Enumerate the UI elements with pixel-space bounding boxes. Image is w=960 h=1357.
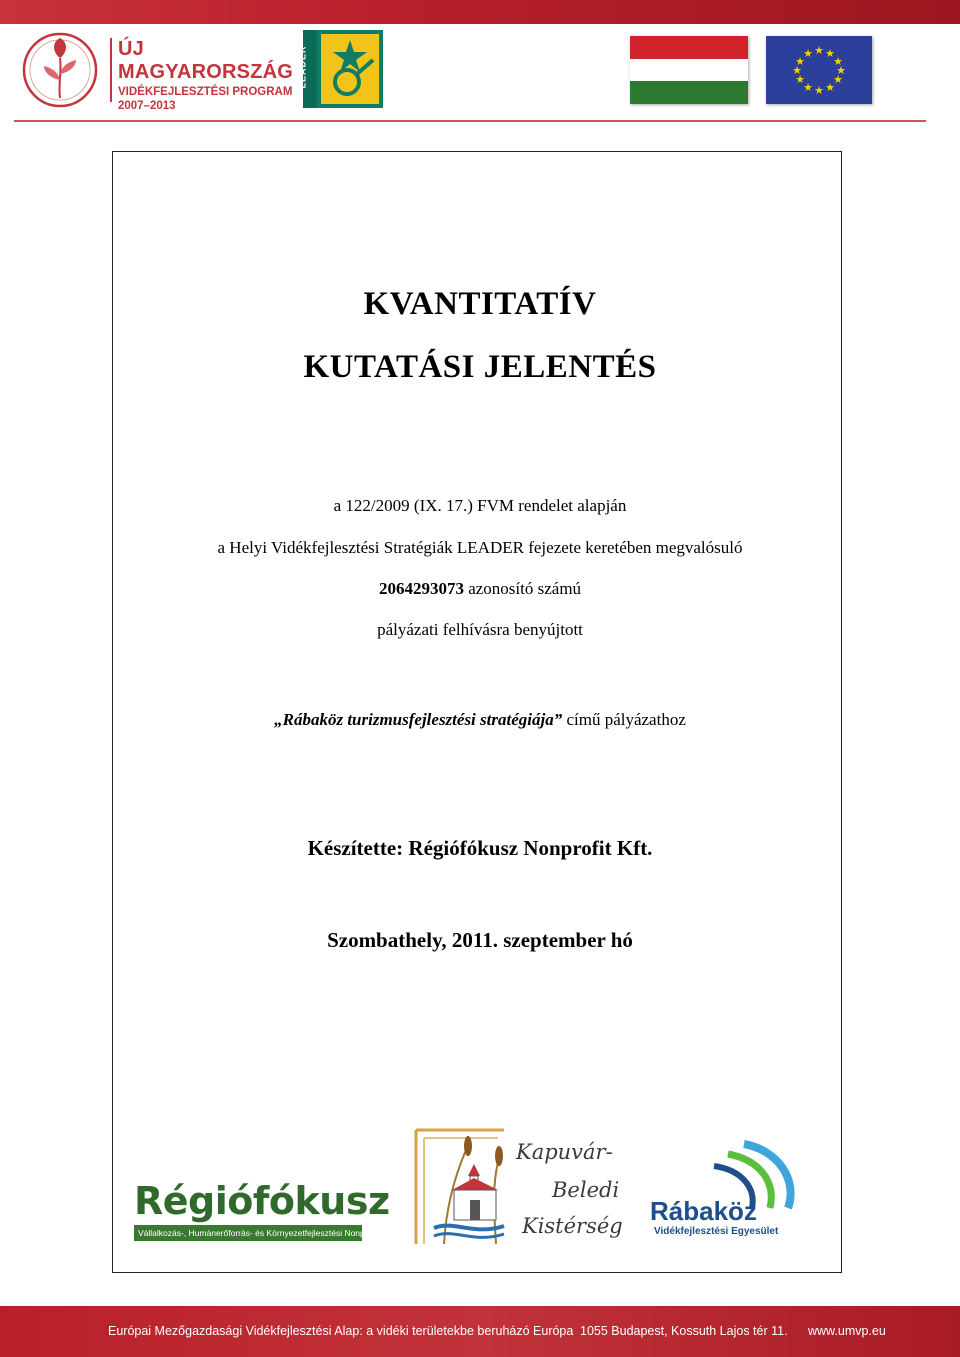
kapuvar-line-2: Beledi bbox=[552, 1178, 620, 1202]
eu-stars-icon bbox=[766, 36, 872, 104]
svg-text:★: ★ bbox=[803, 47, 813, 60]
svg-text:★: ★ bbox=[814, 84, 824, 97]
kapuvar-line-3: Kistérség bbox=[522, 1214, 623, 1238]
uj-magyarorszag-logo bbox=[18, 28, 294, 112]
id-number: 2064293073 bbox=[378, 579, 464, 598]
leader-emblem-icon bbox=[317, 30, 383, 108]
logo-divider bbox=[110, 38, 112, 102]
prepared-by: Készítette: Régiófókusz Nonprofit Kft. bbox=[307, 836, 653, 860]
svg-text:★: ★ bbox=[833, 55, 843, 68]
id-suffix: azonosító számú bbox=[463, 579, 582, 598]
footer-fund: Európai Mezőgazdasági Vidékfejlesztési Alap: a vidéki területekbe beruházó Európa bbox=[108, 1324, 574, 1338]
project-suffix: című pályázathoz bbox=[562, 710, 686, 729]
svg-text:★: ★ bbox=[836, 64, 846, 77]
svg-text:★: ★ bbox=[803, 81, 813, 94]
title-line-2: KUTATÁSI JELENTÉS bbox=[303, 349, 657, 385]
regiofokusz-logo bbox=[134, 1177, 395, 1249]
footer-bar bbox=[0, 1306, 960, 1357]
program-years: 2007–2013 bbox=[118, 100, 176, 112]
leader-logo bbox=[297, 30, 383, 108]
kapuvar-beledi-logo bbox=[414, 1128, 624, 1246]
footer-web: www.umvp.eu bbox=[808, 1324, 886, 1338]
program-wordmark bbox=[118, 38, 293, 112]
flag-stripe-red bbox=[630, 36, 748, 59]
svg-text:★: ★ bbox=[795, 55, 805, 68]
church-reed-icon bbox=[414, 1128, 514, 1246]
rabakoz-logo bbox=[648, 1140, 798, 1250]
regiofokusz-tagline: Vállalkozás-, Humánerőforrás- és Környezetfejlesztési Nonprofit Kft. bbox=[134, 1225, 362, 1241]
regiofokusz-name: Régiófókusz bbox=[134, 1179, 390, 1223]
footer-address: 1055 Budapest, Kossuth Lajos tér 11. bbox=[580, 1324, 788, 1338]
strategy-line: a Helyi Vidékfejlesztési Stratégiák LEADER fejezete keretében megvalósuló bbox=[217, 538, 743, 557]
hungarian-flag-icon bbox=[630, 36, 748, 104]
header-divider bbox=[14, 120, 926, 122]
top-color-bar bbox=[0, 0, 960, 24]
flag-stripe-white bbox=[630, 59, 748, 82]
svg-text:★: ★ bbox=[825, 47, 835, 60]
kapuvar-line-1: Kapuvár- bbox=[516, 1140, 613, 1164]
regulation-line: a 122/2009 (IX. 17.) FVM rendelet alapján bbox=[333, 496, 627, 515]
id-line bbox=[112, 579, 848, 599]
rabakoz-subtitle: Vidékfejlesztési Egyesület bbox=[654, 1226, 779, 1237]
svg-text:★: ★ bbox=[792, 64, 802, 77]
title-line-1: KVANTITATÍV bbox=[363, 286, 597, 322]
svg-text:★: ★ bbox=[814, 44, 824, 57]
place-date: Szombathely, 2011. szeptember hó bbox=[327, 928, 633, 952]
eu-flag-icon bbox=[766, 36, 872, 104]
call-line: pályázati felhívásra benyújtott bbox=[377, 620, 583, 639]
svg-text:★: ★ bbox=[825, 81, 835, 94]
svg-text:★: ★ bbox=[833, 73, 843, 86]
project-line bbox=[112, 710, 848, 730]
program-title: ÚJ MAGYARORSZÁG bbox=[118, 38, 294, 83]
project-title: „Rábaköz turizmusfejlesztési stratégiája” bbox=[274, 710, 563, 729]
program-subtitle: VIDÉKFEJLESZTÉSI PROGRAM bbox=[118, 86, 293, 98]
rabakoz-name: Rábaköz bbox=[650, 1196, 757, 1226]
leader-label: LEADER bbox=[297, 45, 308, 89]
svg-text:★: ★ bbox=[795, 73, 805, 86]
flag-stripe-green bbox=[630, 81, 748, 104]
tulip-emblem-icon bbox=[18, 28, 104, 110]
